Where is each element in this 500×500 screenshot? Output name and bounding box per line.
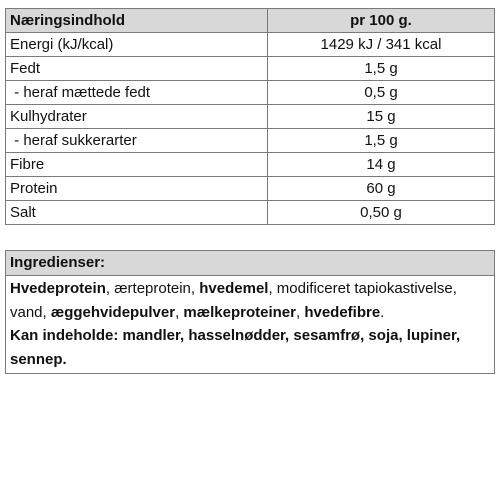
ingredient-allergen: Hvedeprotein	[10, 280, 106, 297]
ingredients-text	[6, 276, 494, 373]
nutrition-table-body	[6, 9, 495, 225]
allergen-note: Kan indeholde: mandler, hasselnødder, sesamfrø, soja, lupiner, sennep.	[10, 327, 461, 368]
nutrition-row	[6, 57, 495, 81]
nutrition-row-value: 1,5 g	[268, 57, 495, 81]
nutrition-row	[6, 81, 495, 105]
nutrition-row-label: Kulhydrater	[6, 105, 268, 129]
ingredient-text: ,	[175, 303, 184, 321]
ingredient-allergen: mælkeproteiner	[183, 303, 296, 321]
ingredient-text: , ærteprotein,	[105, 280, 200, 297]
ingredients-box	[5, 250, 495, 374]
ingredient-allergen: hvedemel	[199, 280, 269, 297]
ingredients-list	[10, 280, 457, 321]
nutrition-row-label: Energi (kJ/kcal)	[6, 33, 268, 57]
nutrition-row-value: 14 g	[268, 153, 495, 177]
ingredients-header: Ingredienser:	[6, 251, 494, 276]
nutrition-row	[6, 129, 495, 153]
nutrition-row-value: 1429 kJ / 341 kcal	[268, 33, 495, 57]
ingredient-text: .	[380, 303, 385, 321]
nutrition-row	[6, 105, 495, 129]
nutrition-row	[6, 177, 495, 201]
ingredient-allergen: hvedefibre	[304, 303, 381, 321]
nutrition-row-label: Protein	[6, 177, 268, 201]
nutrition-row-label: Salt	[6, 201, 268, 225]
nutrition-header-value: pr 100 g.	[268, 9, 495, 33]
ingredient-text: ,	[295, 303, 305, 321]
nutrition-row	[6, 33, 495, 57]
nutrition-header-label: Næringsindhold	[6, 9, 268, 33]
nutrition-header-row	[6, 9, 495, 33]
nutrition-table	[5, 8, 495, 225]
nutrition-row	[6, 201, 495, 225]
nutrition-row-value: 15 g	[268, 105, 495, 129]
nutrition-row	[6, 153, 495, 177]
nutrition-row-label: - heraf mættede fedt	[6, 81, 268, 105]
nutrition-row-label: - heraf sukkerarter	[6, 129, 268, 153]
nutrition-row-value: 0,5 g	[268, 81, 495, 105]
ingredient-text: , modificeret tapiokastivelse, vand,	[10, 280, 457, 321]
nutrition-row-value: 0,50 g	[268, 201, 495, 225]
ingredient-allergen: æggehvidepulver	[50, 303, 176, 321]
nutrition-row-value: 1,5 g	[268, 129, 495, 153]
nutrition-row-value: 60 g	[268, 177, 495, 201]
nutrition-row-label: Fedt	[6, 57, 268, 81]
nutrition-row-label: Fibre	[6, 153, 268, 177]
